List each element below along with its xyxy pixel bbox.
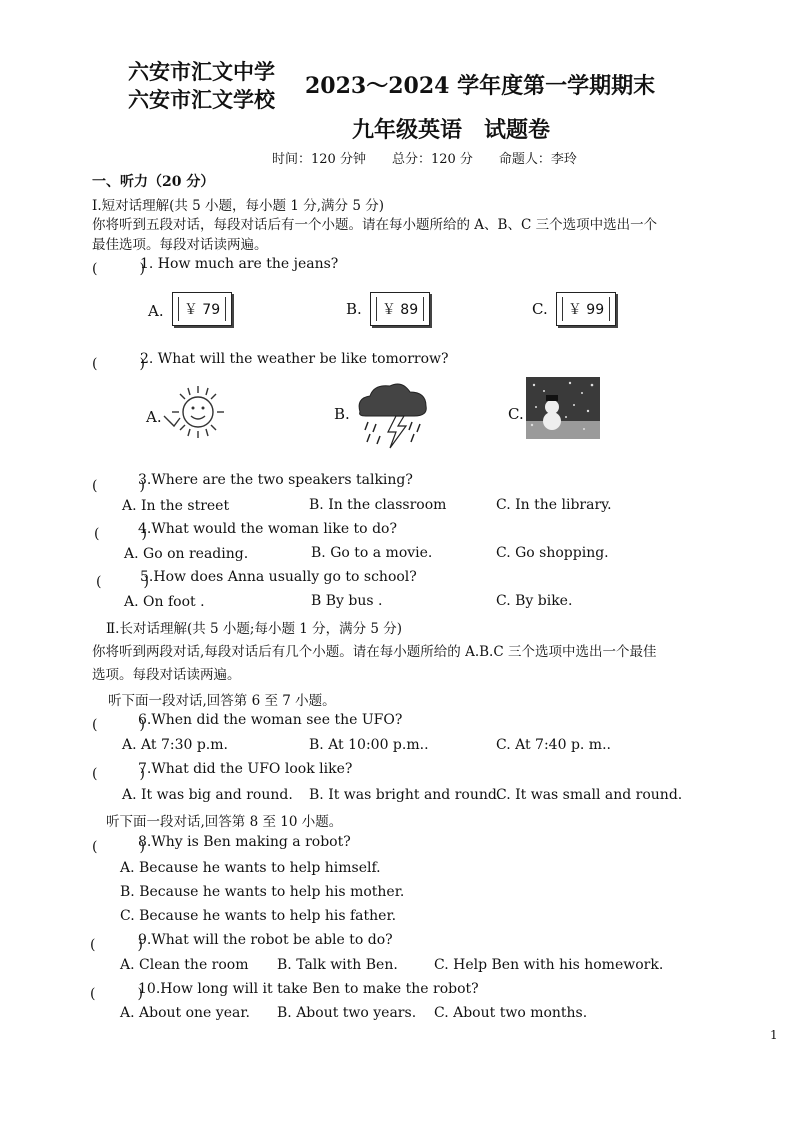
option-c: C. By bike. xyxy=(496,593,573,609)
option-label: C. xyxy=(508,405,524,423)
question-text: 7.What did the UFO look like? xyxy=(138,761,353,777)
option-b: B. Go to a movie. xyxy=(311,545,433,561)
school-name-2: 六安市汇文学校 xyxy=(128,87,275,112)
thunderstorm-icon xyxy=(346,378,432,450)
sunny-icon xyxy=(160,382,232,442)
price-tag-b xyxy=(370,292,430,326)
question-text: 5.How does Anna usually go to school? xyxy=(140,569,417,585)
price-value: ￥ 99 xyxy=(562,297,610,321)
question-text: 6.When did the woman see the UFO? xyxy=(138,712,403,728)
part1-instruction-line1: 你将听到五段对话，每段对话后有一个小题。请在每小题所给的 A、B、C 三个选项中选出一个 xyxy=(92,217,658,233)
option-c: C. It was small and round. xyxy=(496,787,683,803)
option-a: A. It was big and round. xyxy=(122,787,293,803)
question-text: 9.What will the robot be able to do? xyxy=(138,932,393,948)
answer-blank[interactable]: ( ) xyxy=(90,937,143,953)
answer-blank[interactable]: ( ) xyxy=(92,839,145,855)
question-text: 8.Why is Ben making a robot? xyxy=(138,834,351,850)
option-b: B. About two years. xyxy=(277,1005,417,1021)
part2-instruction-line1: 你将听到两段对话,每段对话后有几个小题。请在每小题所给的 A.B.C 三个选项中选出一个最佳 xyxy=(92,644,657,660)
option-b: B. In the classroom xyxy=(309,497,447,513)
option-c: C. Because he wants to help his father. xyxy=(120,908,397,924)
part2-lead-2: 听下面一段对话,回答第 8 至 10 小题。 xyxy=(106,814,343,830)
option-b: B By bus . xyxy=(311,593,383,609)
answer-blank[interactable]: ( ) xyxy=(92,478,145,494)
option-label: C. xyxy=(532,300,548,318)
option-a: A. Because he wants to help himself. xyxy=(120,860,381,876)
answer-blank[interactable]: ( ) xyxy=(92,766,145,782)
option-c: C. In the library. xyxy=(496,497,612,513)
option-b: B. At 10:00 p.m.. xyxy=(309,737,429,753)
option-b: B. Talk with Ben. xyxy=(277,957,398,973)
answer-blank[interactable]: ( ) xyxy=(96,574,149,590)
school-name-1: 六安市汇文中学 xyxy=(128,59,275,84)
exam-meta: 时间：120 分钟 总分：120 分 命题人：李玲 xyxy=(272,152,577,167)
question-text: 3.Where are the two speakers talking? xyxy=(138,472,413,488)
question-text: 4.What would the woman like to do? xyxy=(138,521,397,537)
price-value: ￥ 79 xyxy=(178,297,226,321)
option-b: B. It was bright and round. xyxy=(309,787,502,803)
price-value: ￥ 89 xyxy=(376,297,424,321)
part1-title: Ⅰ.短对话理解(共 5 小题，每小题 1 分,满分 5 分) xyxy=(92,198,384,214)
option-a: A. At 7:30 p.m. xyxy=(122,737,228,753)
question-text: 1. How much are the jeans? xyxy=(140,256,339,272)
answer-blank[interactable]: ( ) xyxy=(90,986,143,1002)
option-c: C. About two months. xyxy=(434,1005,588,1021)
option-a: A. In the street xyxy=(122,498,230,514)
option-label: A. xyxy=(146,408,162,426)
exam-subject-title: 九年级英语 试题卷 xyxy=(352,117,551,143)
part2-lead-1: 听下面一段对话,回答第 6 至 7 小题。 xyxy=(108,693,336,709)
option-label: A. xyxy=(148,302,164,320)
part2-instruction-line2: 选项。每段对话读两遍。 xyxy=(92,667,241,683)
option-c: C. At 7:40 p. m.. xyxy=(496,737,611,753)
part1-instruction-line2: 最佳选项。每段对话读两遍。 xyxy=(92,237,268,253)
snowman-icon xyxy=(526,377,600,439)
part2-title: Ⅱ.长对话理解(共 5 小题;每小题 1 分，满分 5 分) xyxy=(106,621,403,637)
answer-blank[interactable]: ( ) xyxy=(92,261,145,277)
price-tag-a xyxy=(172,292,232,326)
option-c: C. Help Ben with his homework. xyxy=(434,957,664,973)
option-a: A. Clean the room xyxy=(120,957,249,973)
section-heading-listening: 一、听力（20 分） xyxy=(92,174,215,190)
option-c: C. Go shopping. xyxy=(496,545,609,561)
price-tag-c xyxy=(556,292,616,326)
answer-blank[interactable]: ( ) xyxy=(94,526,147,542)
option-label: B. xyxy=(346,300,362,318)
question-text: 2. What will the weather be like tomorrow? xyxy=(140,351,449,367)
exam-term-title: 2023～2024 学年度第一学期期末 xyxy=(305,73,656,99)
answer-blank[interactable]: ( ) xyxy=(92,717,145,733)
option-a: A. Go on reading. xyxy=(124,546,249,562)
answer-blank[interactable]: ( ) xyxy=(92,356,145,372)
option-b: B. Because he wants to help his mother. xyxy=(120,884,405,900)
option-a: A. On foot . xyxy=(124,594,205,610)
option-label: B. xyxy=(334,405,350,423)
option-a: A. About one year. xyxy=(120,1005,250,1021)
page-number: 1 xyxy=(770,1028,778,1042)
question-text: 10.How long will it take Ben to make the robot? xyxy=(138,981,479,997)
